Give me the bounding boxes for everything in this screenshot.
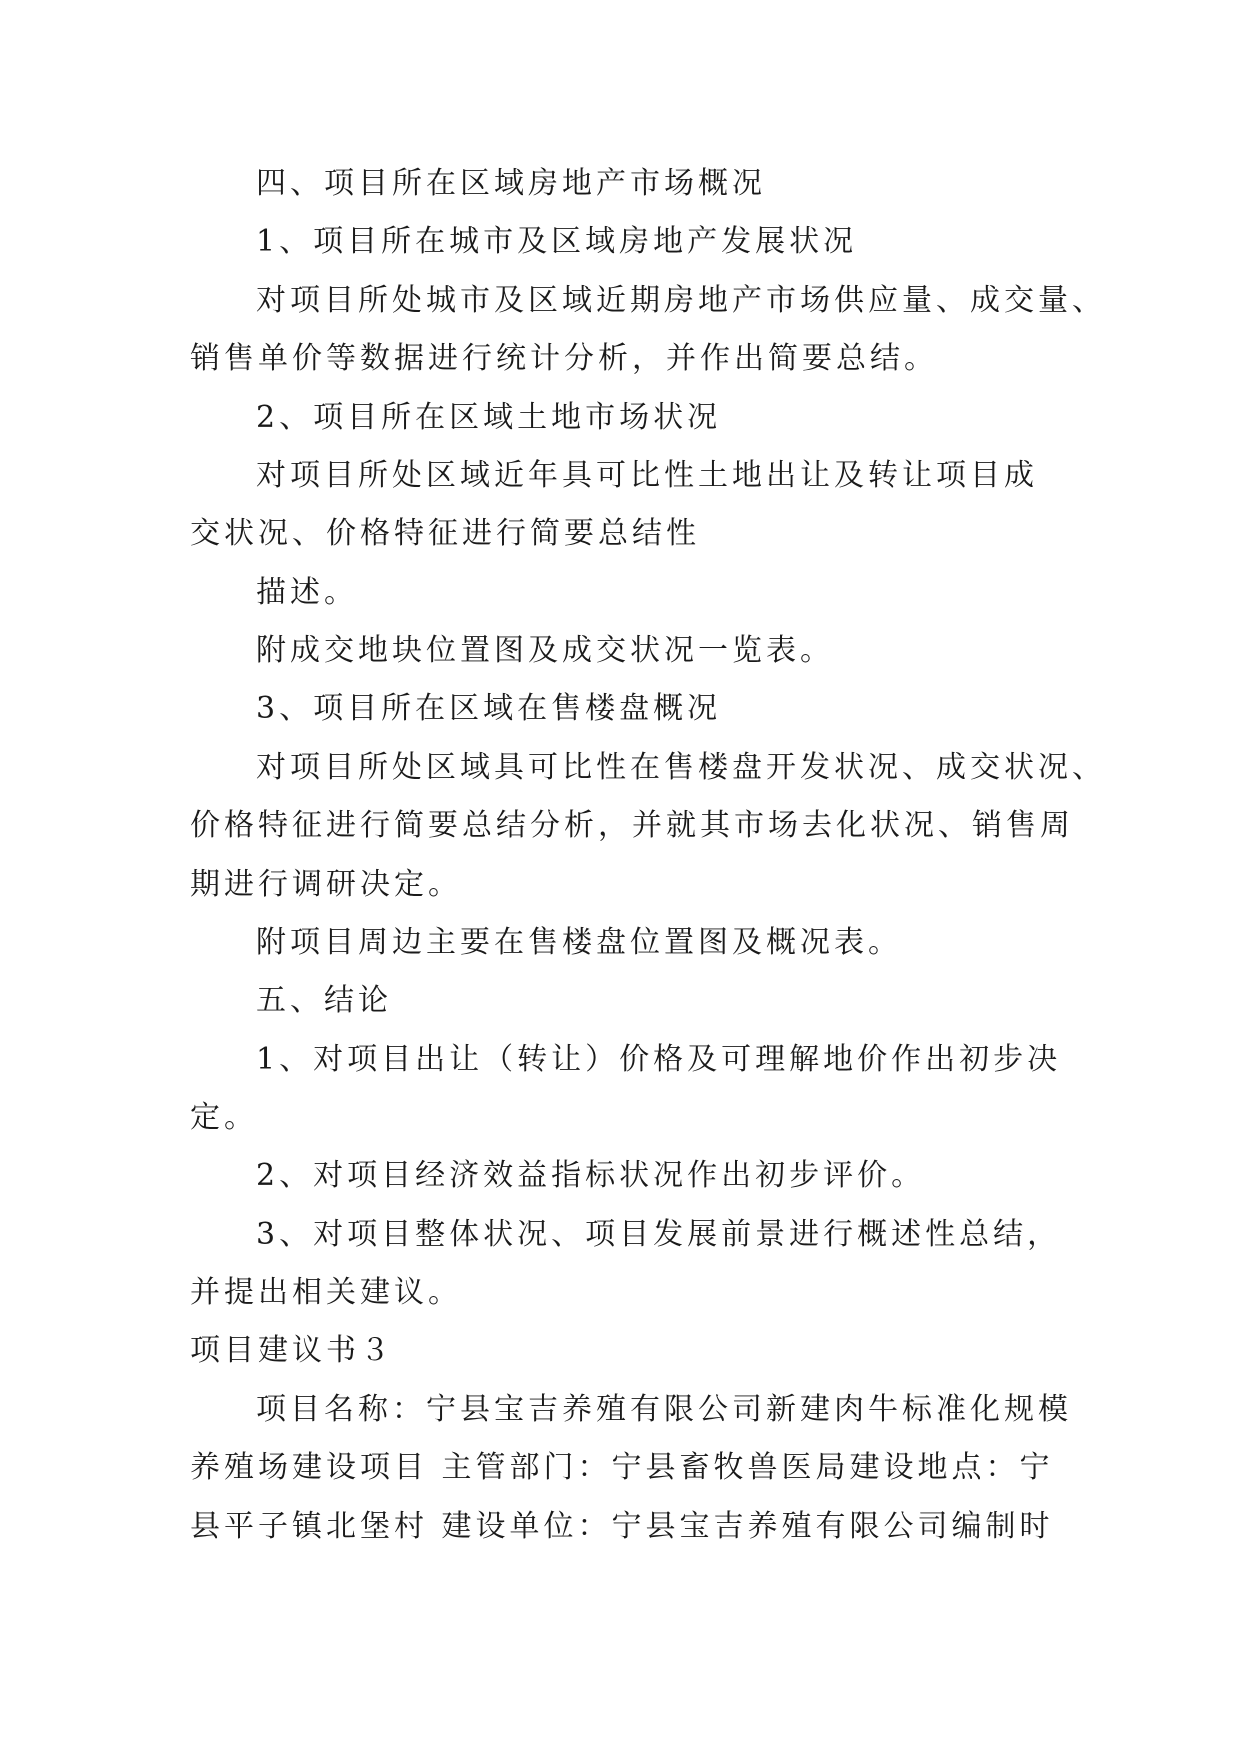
paragraph-line: 2、对项目经济效益指标状况作出初步评价。 bbox=[256, 1158, 926, 1193]
paragraph-line: 并提出相关建议。 bbox=[190, 1275, 462, 1310]
subheading-4-2: 2、项目所在区域土地市场状况 bbox=[256, 400, 722, 435]
document-title: 项目建议书３ bbox=[190, 1333, 394, 1368]
paragraph-line: 描述。 bbox=[256, 575, 358, 610]
subheading-4-1: 1、项目所在城市及区域房地产发展状况 bbox=[256, 224, 858, 259]
paragraph-line: 定。 bbox=[190, 1100, 258, 1135]
paragraph-line: 价格特征进行简要总结分析，并就其市场去化状况、销售周 bbox=[190, 808, 1074, 843]
section-heading-5: 五、结论 bbox=[256, 983, 392, 1018]
paragraph-line: 附项目周边主要在售楼盘位置图及概况表。 bbox=[256, 925, 902, 960]
paragraph-line: 1、对项目出让（转让）价格及可理解地价作出初步决 bbox=[256, 1042, 1062, 1077]
paragraph-line: 附成交地块位置图及成交状况一览表。 bbox=[256, 633, 834, 668]
paragraph-line: 对项目所处城市及区域近期房地产市场供应量、成交量、 bbox=[256, 283, 1106, 318]
paragraph-line: 县平子镇北堡村 建设单位：宁县宝吉养殖有限公司编制时 bbox=[190, 1509, 1054, 1544]
paragraph-line: 销售单价等数据进行统计分析，并作出简要总结。 bbox=[190, 341, 938, 376]
paragraph-line: 3、对项目整体状况、项目发展前景进行概述性总结， bbox=[256, 1217, 1062, 1252]
paragraph-line: 对项目所处区域近年具可比性土地出让及转让项目成 bbox=[256, 458, 1038, 493]
paragraph-line: 交状况、价格特征进行简要总结性 bbox=[190, 516, 700, 551]
paragraph-line: 项目名称：宁县宝吉养殖有限公司新建肉牛标准化规模 bbox=[256, 1392, 1072, 1427]
paragraph-line: 期进行调研决定。 bbox=[190, 867, 462, 902]
subheading-4-3: 3、项目所在区域在售楼盘概况 bbox=[256, 691, 722, 726]
section-heading-4: 四、项目所在区域房地产市场概况 bbox=[256, 166, 766, 201]
paragraph-line: 对项目所处区域具可比性在售楼盘开发状况、成交状况、 bbox=[256, 750, 1106, 785]
paragraph-line: 养殖场建设项目 主管部门：宁县畜牧兽医局建设地点：宁 bbox=[190, 1450, 1054, 1485]
